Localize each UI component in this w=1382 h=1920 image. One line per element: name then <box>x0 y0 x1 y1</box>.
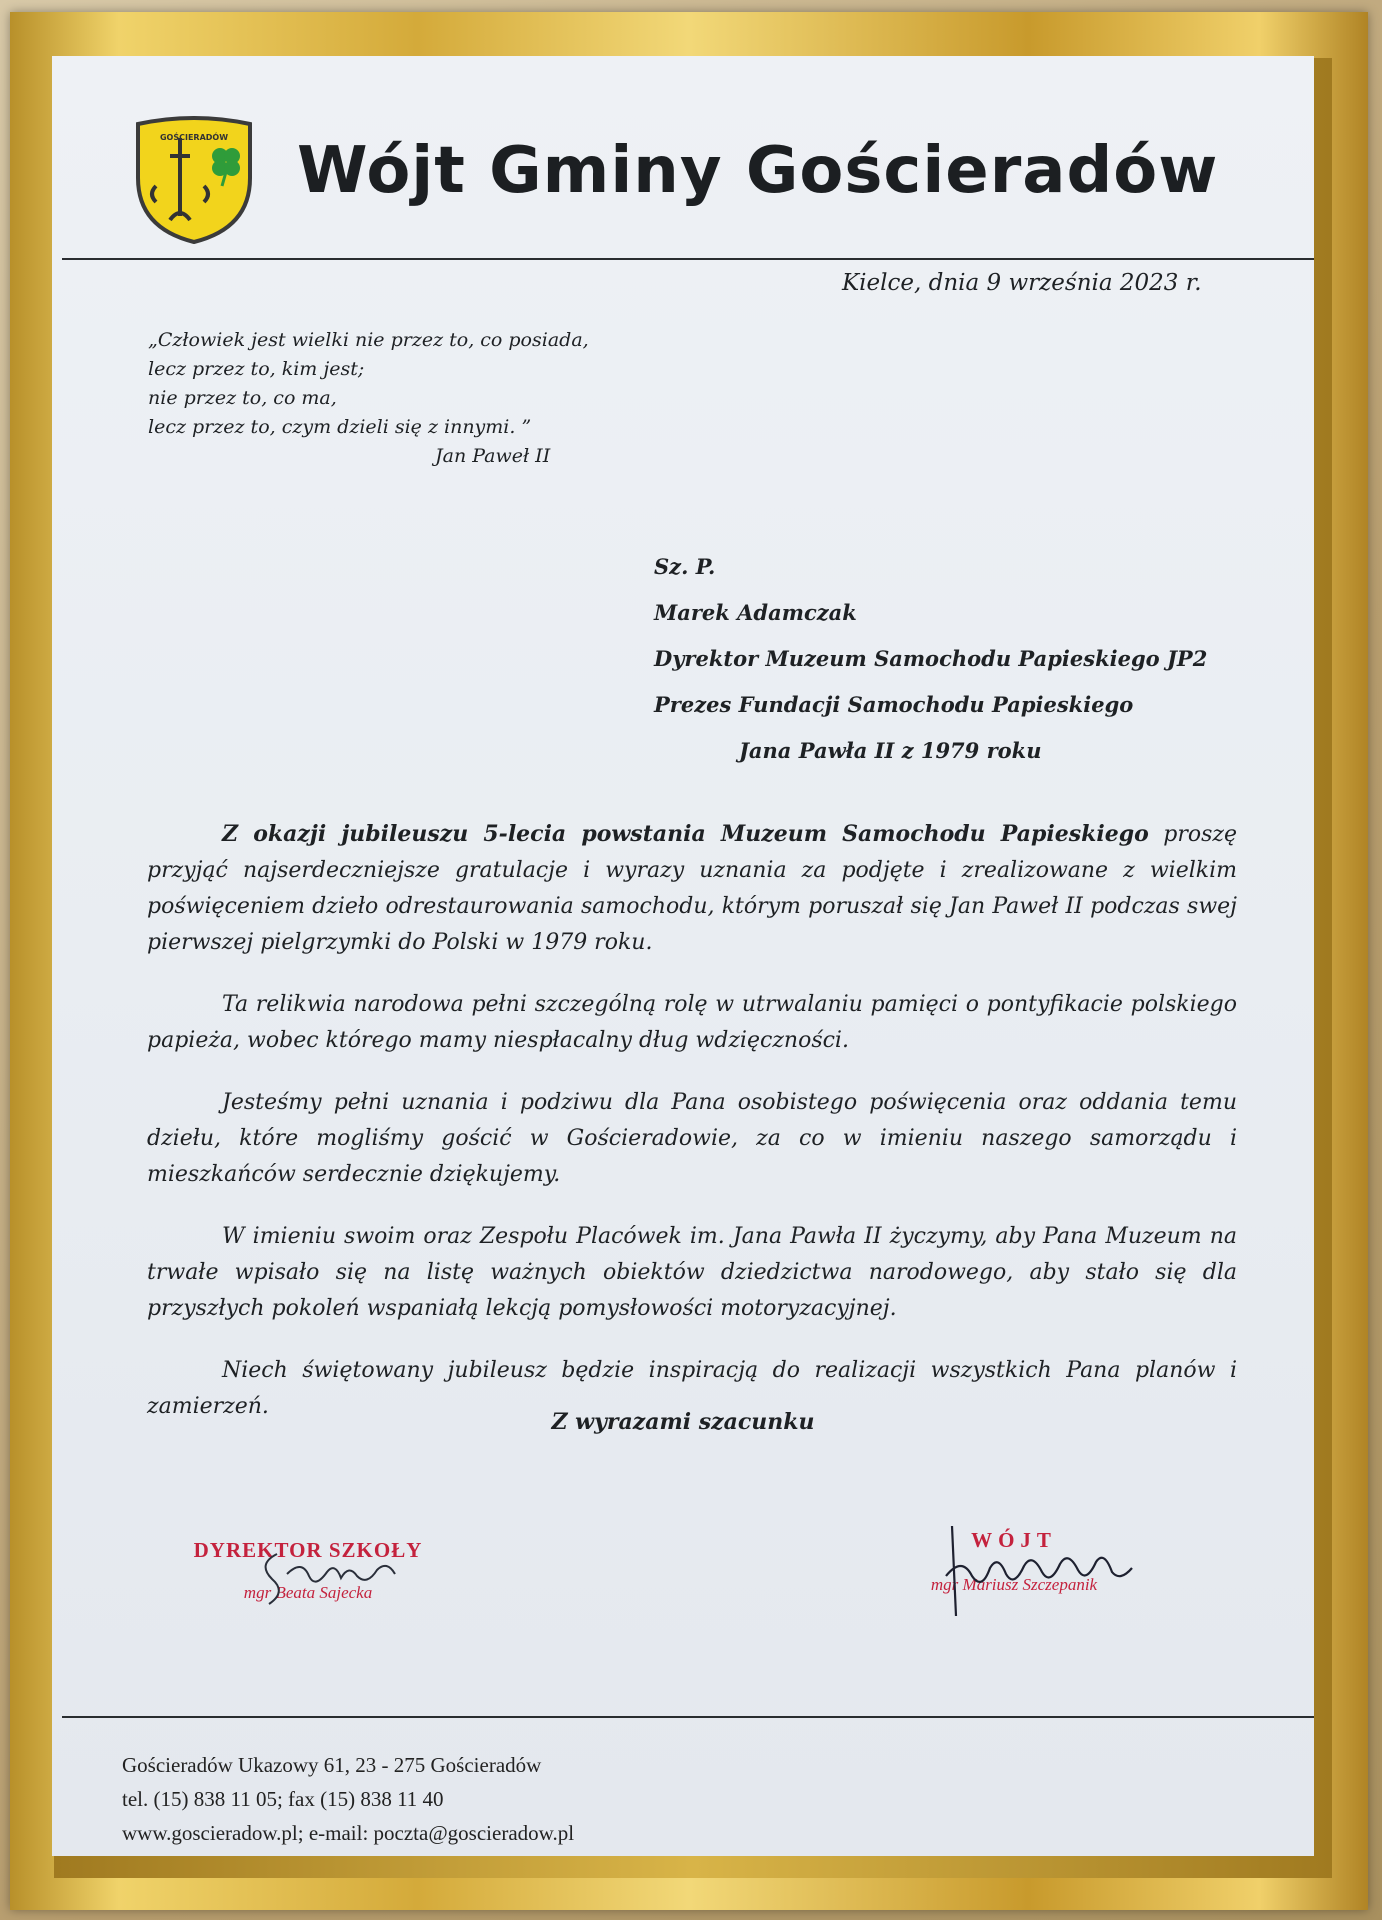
footer-address: Gościeradów Ukazowy 61, 23 - 275 Gościeradów <box>122 1753 542 1777</box>
wojt-signature <box>932 1516 1172 1626</box>
body-text: proszę przyjąć najserdeczniejsze gratulacje i wyrazy uznania za podjęte i zrealizowane z wielkim poświęceniem dzieło odrestaurowania samochodu, którym poruszał się Jan Paweł II podczas swej pierwszej pielgrzymki do Polski w 1979 roku. <box>147 822 1237 955</box>
header-divider <box>62 258 1314 260</box>
body-paragraph: Niech świętowany jubileusz będzie inspiracją do realizacji wszystkich Pana planów i zamierzeń. <box>147 1358 1237 1419</box>
body-paragraph: Jesteśmy pełni uznania i podziwu dla Pana osobistego poświęcenia oraz oddania temu dziełu, które mogliśmy gościć w Gościeradowie, za co w imieniu naszego samorządu i mieszkańców serdecznie dziękujemy. <box>147 1090 1237 1187</box>
footer-contact <box>122 1748 574 1850</box>
footer-phone: tel. (15) 838 11 05; fax (15) 838 11 40 <box>122 1787 444 1811</box>
closing-phrase: Z wyrazami szacunku <box>551 1409 815 1435</box>
footer-divider <box>62 1716 1314 1718</box>
quote-line: lecz przez to, czym dzieli się z innymi. ” <box>148 416 532 438</box>
stamp-role: DYREKTOR SZKOŁY <box>193 1538 423 1562</box>
body-paragraph: Ta relikwia narodowa pełni szczególną rolę w utrwalaniu pamięci o pontyfikacie polskiego papieża, wobec którego mamy niespłacalny dług wdzięczności. <box>147 992 1237 1053</box>
footer-web: www.goscieradow.pl; e-mail: poczta@goscieradow.pl <box>122 1821 575 1845</box>
addressee-name: Marek Adamczak <box>654 600 857 625</box>
stamp-name: mgr Mariusz Szczepanik <box>930 1575 1098 1594</box>
coat-of-arms-logo <box>130 116 258 246</box>
stamp-name: mgr Beata Sajecka <box>243 1583 373 1602</box>
quote-line: „Człowiek jest wielki nie przez to, co posiada, <box>148 329 589 351</box>
director-signature <box>217 1534 447 1614</box>
quote-author: Jan Paweł II <box>435 445 551 467</box>
letter-paper <box>52 56 1314 1856</box>
body-paragraph: W imieniu swoim oraz Zespołu Placówek im. Jana Pawła II życzymy, aby Pana Muzeum na trwałe wpisało się na listę ważnych obiektów dziedzictwa narodowego, aby stało się dla przyszłych pokoleń wspaniałą lekcją pomysłowości motoryzacyjnej. <box>147 1224 1237 1321</box>
stamp-role: WÓJT <box>971 1528 1057 1552</box>
addressee-block <box>654 544 1207 774</box>
crest-text: GOŚCIERADÓW <box>159 133 229 142</box>
addressee-role: Jana Pawła II z 1979 roku <box>739 738 1042 763</box>
quote-line: nie przez to, co ma, <box>148 387 337 409</box>
addressee-role: Prezes Fundacji Samochodu Papieskiego <box>654 692 1134 717</box>
addressee-salutation: Sz. P. <box>654 554 716 579</box>
body-lead: Z okazji jubileuszu 5-lecia powstania Muzeum Samochodu Papieskiego <box>222 821 1149 847</box>
quote-line: lecz przez to, kim jest; <box>148 358 365 380</box>
body-paragraph <box>147 816 1237 961</box>
header-title: Wójt Gminy Gościeradów <box>297 134 1219 208</box>
addressee-role: Dyrektor Muzeum Samochodu Papieskiego JP2 <box>654 646 1208 671</box>
letter-body <box>147 816 1237 1451</box>
letter-date: Kielce, dnia 9 września 2023 r. <box>842 270 1202 296</box>
quote-block <box>148 326 589 471</box>
